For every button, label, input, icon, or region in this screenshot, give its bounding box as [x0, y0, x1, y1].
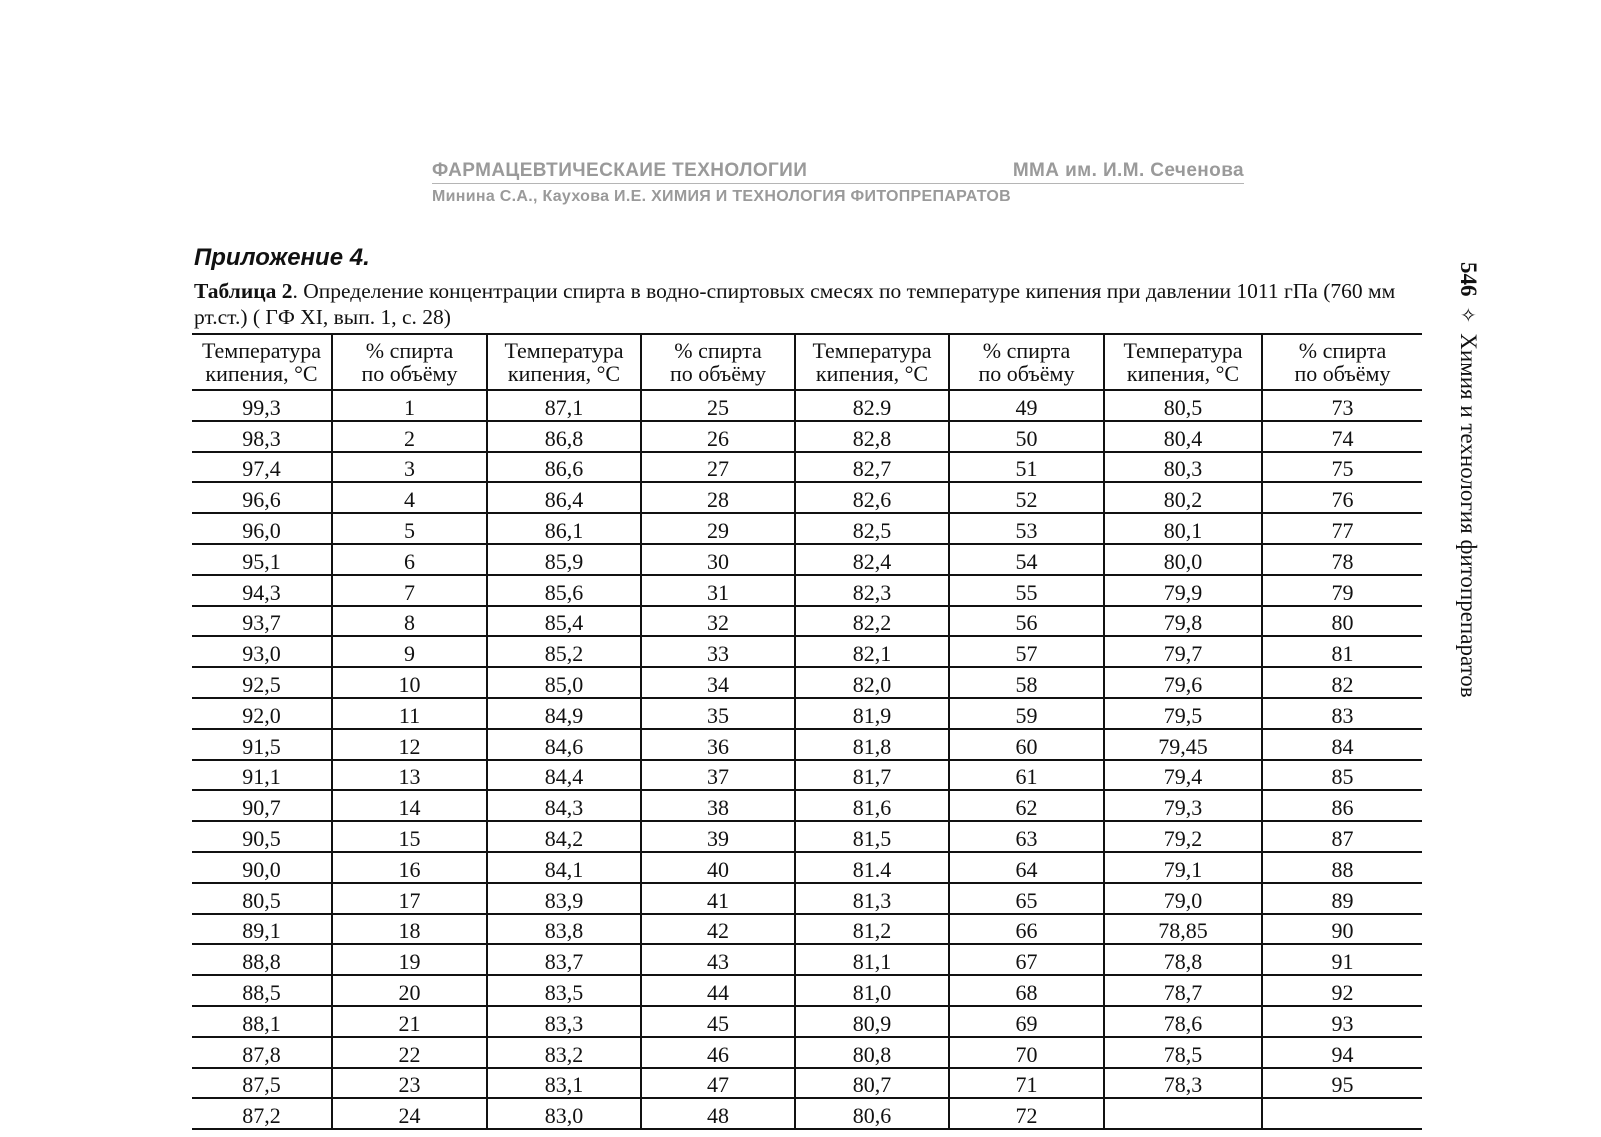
table-caption-text: . Определение концентрации спирта в водно-спиртовых смесях по температуре кипения при давлении 1011 гПа (760 мм рт.ст.) ( ГФ XI, вып. 1, с. 28) — [194, 279, 1396, 329]
table-row — [192, 667, 1422, 698]
cell-temperature: 78,7 — [1104, 975, 1262, 1006]
cell-alcohol-percent: 64 — [949, 852, 1104, 883]
cell-temperature: 80,4 — [1104, 421, 1262, 452]
cell-temperature: 91,5 — [192, 729, 332, 760]
table-row — [192, 944, 1422, 975]
cell-temperature: 79,9 — [1104, 575, 1262, 606]
cell-temperature: 79,2 — [1104, 821, 1262, 852]
column-header-line: % спирта — [674, 338, 762, 363]
cell-temperature: 84,4 — [487, 760, 641, 791]
table-caption-label: Таблица 2 — [194, 279, 293, 303]
cell-alcohol-percent: 87 — [1262, 821, 1422, 852]
cell-temperature: 80,2 — [1104, 482, 1262, 513]
column-header-line: по объёму — [1294, 361, 1391, 386]
cell-temperature: 78,3 — [1104, 1068, 1262, 1099]
cell-temperature: 83,8 — [487, 914, 641, 945]
cell-alcohol-percent: 53 — [949, 513, 1104, 544]
cell-temperature: 82,0 — [795, 667, 949, 698]
table-row — [192, 821, 1422, 852]
cell-temperature: 87,8 — [192, 1037, 332, 1068]
table-caption — [194, 278, 1424, 330]
cell-temperature: 86,6 — [487, 452, 641, 483]
cell-temperature: 98,3 — [192, 421, 332, 452]
cell-alcohol-percent: 91 — [1262, 944, 1422, 975]
cell-alcohol-percent: 22 — [332, 1037, 487, 1068]
cell-alcohol-percent: 2 — [332, 421, 487, 452]
cell-alcohol-percent: 68 — [949, 975, 1104, 1006]
cell-temperature: 89,1 — [192, 914, 332, 945]
cell-temperature: 81,1 — [795, 944, 949, 975]
column-header-alcohol-percent — [641, 334, 795, 390]
column-header-line: % спирта — [365, 338, 454, 363]
cell-temperature: 94,3 — [192, 575, 332, 606]
cell-alcohol-percent: 36 — [641, 729, 795, 760]
cell-temperature: 80,1 — [1104, 513, 1262, 544]
cell-alcohol-percent: 61 — [949, 760, 1104, 791]
table-row — [192, 729, 1422, 760]
column-header-line: кипения, °С — [1126, 361, 1240, 386]
cell-alcohol-percent: 29 — [641, 513, 795, 544]
cell-temperature: 80,0 — [1104, 544, 1262, 575]
cell-alcohol-percent: 32 — [641, 606, 795, 637]
cell-temperature: 82,2 — [795, 606, 949, 637]
cell-temperature: 79,45 — [1104, 729, 1262, 760]
column-header-line: % спирта — [1298, 338, 1387, 363]
boiling-point-table — [192, 333, 1422, 1130]
separator-icon: ✧ — [1456, 306, 1480, 324]
cell-temperature: 81,5 — [795, 821, 949, 852]
cell-temperature: 82,5 — [795, 513, 949, 544]
cell-temperature: 79,6 — [1104, 667, 1262, 698]
side-running-title — [1456, 262, 1480, 698]
cell-alcohol-percent: 59 — [949, 698, 1104, 729]
cell-alcohol-percent: 67 — [949, 944, 1104, 975]
cell-alcohol-percent — [1262, 1098, 1422, 1129]
cell-alcohol-percent: 11 — [332, 698, 487, 729]
cell-alcohol-percent: 17 — [332, 883, 487, 914]
cell-temperature: 85,4 — [487, 606, 641, 637]
cell-alcohol-percent: 52 — [949, 482, 1104, 513]
cell-alcohol-percent: 55 — [949, 575, 1104, 606]
cell-alcohol-percent: 73 — [1262, 390, 1422, 421]
cell-alcohol-percent: 60 — [949, 729, 1104, 760]
cell-alcohol-percent: 35 — [641, 698, 795, 729]
cell-alcohol-percent: 85 — [1262, 760, 1422, 791]
cell-alcohol-percent: 72 — [949, 1098, 1104, 1129]
cell-temperature: 88,5 — [192, 975, 332, 1006]
table-row — [192, 975, 1422, 1006]
cell-temperature: 79,7 — [1104, 636, 1262, 667]
column-header-alcohol-percent — [332, 334, 487, 390]
cell-alcohol-percent: 82 — [1262, 667, 1422, 698]
cell-alcohol-percent: 3 — [332, 452, 487, 483]
cell-alcohol-percent: 12 — [332, 729, 487, 760]
cell-temperature: 84,6 — [487, 729, 641, 760]
cell-temperature: 79,8 — [1104, 606, 1262, 637]
column-header-line: % спирта — [982, 338, 1071, 363]
cell-temperature: 80,7 — [795, 1068, 949, 1099]
cell-temperature: 81,7 — [795, 760, 949, 791]
cell-alcohol-percent: 77 — [1262, 513, 1422, 544]
cell-alcohol-percent: 48 — [641, 1098, 795, 1129]
cell-alcohol-percent: 38 — [641, 790, 795, 821]
cell-temperature: 79,1 — [1104, 852, 1262, 883]
column-header-line: Температура — [1123, 338, 1243, 363]
cell-temperature: 84,1 — [487, 852, 641, 883]
cell-alcohol-percent: 71 — [949, 1068, 1104, 1099]
cell-alcohol-percent: 62 — [949, 790, 1104, 821]
cell-alcohol-percent: 78 — [1262, 544, 1422, 575]
cell-temperature: 79,5 — [1104, 698, 1262, 729]
cell-alcohol-percent: 9 — [332, 636, 487, 667]
cell-alcohol-percent: 83 — [1262, 698, 1422, 729]
cell-temperature: 80,5 — [192, 883, 332, 914]
cell-temperature: 80,5 — [1104, 390, 1262, 421]
cell-alcohol-percent: 23 — [332, 1068, 487, 1099]
cell-alcohol-percent: 70 — [949, 1037, 1104, 1068]
cell-temperature: 82,8 — [795, 421, 949, 452]
cell-alcohol-percent: 84 — [1262, 729, 1422, 760]
cell-temperature: 87,5 — [192, 1068, 332, 1099]
cell-alcohol-percent: 65 — [949, 883, 1104, 914]
cell-temperature: 86,1 — [487, 513, 641, 544]
cell-alcohol-percent: 34 — [641, 667, 795, 698]
column-header-line: Температура — [812, 338, 932, 363]
cell-alcohol-percent: 39 — [641, 821, 795, 852]
cell-alcohol-percent: 16 — [332, 852, 487, 883]
table-row — [192, 575, 1422, 606]
cell-alcohol-percent: 18 — [332, 914, 487, 945]
table-row — [192, 482, 1422, 513]
cell-alcohol-percent: 41 — [641, 883, 795, 914]
table-row — [192, 1098, 1422, 1129]
running-header-top-line — [432, 160, 1244, 184]
appendix-title: Приложение 4. — [194, 244, 370, 271]
table-row — [192, 790, 1422, 821]
cell-temperature: 82,4 — [795, 544, 949, 575]
cell-alcohol-percent: 4 — [332, 482, 487, 513]
column-header-alcohol-percent — [949, 334, 1104, 390]
cell-alcohol-percent: 44 — [641, 975, 795, 1006]
cell-alcohol-percent: 8 — [332, 606, 487, 637]
cell-temperature: 95,1 — [192, 544, 332, 575]
column-header-line: Температура — [201, 338, 322, 363]
cell-alcohol-percent: 28 — [641, 482, 795, 513]
cell-alcohol-percent: 89 — [1262, 883, 1422, 914]
table-row — [192, 513, 1422, 544]
cell-alcohol-percent: 13 — [332, 760, 487, 791]
cell-alcohol-percent: 69 — [949, 1006, 1104, 1037]
cell-alcohol-percent: 94 — [1262, 1037, 1422, 1068]
table-body — [192, 390, 1422, 1129]
column-header-temperature — [192, 334, 332, 390]
cell-temperature: 83,2 — [487, 1037, 641, 1068]
cell-temperature: 96,0 — [192, 513, 332, 544]
cell-alcohol-percent: 27 — [641, 452, 795, 483]
cell-temperature: 82,1 — [795, 636, 949, 667]
cell-temperature: 81,3 — [795, 883, 949, 914]
cell-temperature: 96,6 — [192, 482, 332, 513]
table-header-row — [192, 334, 1422, 390]
table-row — [192, 698, 1422, 729]
column-header-line: кипения, °С — [815, 361, 929, 386]
cell-temperature: 87,1 — [487, 390, 641, 421]
cell-temperature: 82,6 — [795, 482, 949, 513]
cell-temperature: 87,2 — [192, 1098, 332, 1129]
cell-temperature: 81,8 — [795, 729, 949, 760]
cell-temperature: 85,2 — [487, 636, 641, 667]
cell-temperature: 80,8 — [795, 1037, 949, 1068]
cell-temperature: 97,4 — [192, 452, 332, 483]
table-header — [192, 334, 1422, 390]
table-row — [192, 452, 1422, 483]
cell-temperature: 83,0 — [487, 1098, 641, 1129]
cell-temperature: 84,3 — [487, 790, 641, 821]
cell-alcohol-percent: 95 — [1262, 1068, 1422, 1099]
cell-alcohol-percent: 30 — [641, 544, 795, 575]
cell-alcohol-percent: 14 — [332, 790, 487, 821]
table-row — [192, 390, 1422, 421]
cell-alcohol-percent: 26 — [641, 421, 795, 452]
cell-temperature: 82,3 — [795, 575, 949, 606]
column-header-line: по объёму — [670, 361, 766, 386]
cell-alcohol-percent: 80 — [1262, 606, 1422, 637]
cell-alcohol-percent: 88 — [1262, 852, 1422, 883]
cell-temperature: 79,3 — [1104, 790, 1262, 821]
cell-temperature: 84,9 — [487, 698, 641, 729]
table-row — [192, 1068, 1422, 1099]
cell-temperature: 88,8 — [192, 944, 332, 975]
cell-alcohol-percent: 79 — [1262, 575, 1422, 606]
cell-alcohol-percent: 63 — [949, 821, 1104, 852]
table-row — [192, 1006, 1422, 1037]
cell-alcohol-percent: 25 — [641, 390, 795, 421]
column-header-line: Температура — [504, 338, 624, 363]
cell-alcohol-percent: 56 — [949, 606, 1104, 637]
cell-temperature: 85,0 — [487, 667, 641, 698]
table-row — [192, 883, 1422, 914]
table-row — [192, 852, 1422, 883]
cell-temperature: 91,1 — [192, 760, 332, 791]
table-row — [192, 914, 1422, 945]
cell-alcohol-percent: 58 — [949, 667, 1104, 698]
cell-alcohol-percent: 54 — [949, 544, 1104, 575]
cell-temperature: 81.4 — [795, 852, 949, 883]
cell-alcohol-percent: 49 — [949, 390, 1104, 421]
table-row — [192, 636, 1422, 667]
cell-temperature: 83,5 — [487, 975, 641, 1006]
cell-temperature: 80,9 — [795, 1006, 949, 1037]
running-header-series: ФАРМАЦЕВТИЧЕСКАИЕ ТЕХНОЛОГИИ — [432, 160, 808, 181]
column-header-temperature — [1104, 334, 1262, 390]
cell-alcohol-percent: 76 — [1262, 482, 1422, 513]
cell-temperature: 78,8 — [1104, 944, 1262, 975]
cell-alcohol-percent: 31 — [641, 575, 795, 606]
cell-alcohol-percent: 47 — [641, 1068, 795, 1099]
column-header-line: кипения, °С — [507, 361, 621, 386]
cell-temperature: 81,6 — [795, 790, 949, 821]
cell-temperature: 83,1 — [487, 1068, 641, 1099]
cell-alcohol-percent: 33 — [641, 636, 795, 667]
cell-temperature — [1104, 1098, 1262, 1129]
cell-alcohol-percent: 6 — [332, 544, 487, 575]
cell-alcohol-percent: 81 — [1262, 636, 1422, 667]
cell-temperature: 79,4 — [1104, 760, 1262, 791]
cell-alcohol-percent: 45 — [641, 1006, 795, 1037]
cell-alcohol-percent: 66 — [949, 914, 1104, 945]
cell-temperature: 90,0 — [192, 852, 332, 883]
column-header-line: по объёму — [978, 361, 1075, 386]
cell-alcohol-percent: 7 — [332, 575, 487, 606]
column-header-temperature — [487, 334, 641, 390]
cell-alcohol-percent: 50 — [949, 421, 1104, 452]
cell-temperature: 92,5 — [192, 667, 332, 698]
cell-temperature: 80,6 — [795, 1098, 949, 1129]
cell-temperature: 81,0 — [795, 975, 949, 1006]
cell-alcohol-percent: 37 — [641, 760, 795, 791]
cell-temperature: 88,1 — [192, 1006, 332, 1037]
column-header-alcohol-percent — [1262, 334, 1422, 390]
column-header-temperature — [795, 334, 949, 390]
cell-temperature: 83,3 — [487, 1006, 641, 1037]
cell-alcohol-percent: 51 — [949, 452, 1104, 483]
cell-alcohol-percent: 46 — [641, 1037, 795, 1068]
table-row — [192, 760, 1422, 791]
page-number: 546 — [1456, 262, 1481, 297]
cell-temperature: 90,5 — [192, 821, 332, 852]
cell-alcohol-percent: 24 — [332, 1098, 487, 1129]
cell-alcohol-percent: 15 — [332, 821, 487, 852]
running-header — [432, 160, 1244, 206]
cell-temperature: 85,9 — [487, 544, 641, 575]
cell-alcohol-percent: 74 — [1262, 421, 1422, 452]
cell-alcohol-percent: 42 — [641, 914, 795, 945]
cell-temperature: 85,6 — [487, 575, 641, 606]
cell-temperature: 83,9 — [487, 883, 641, 914]
table-row — [192, 544, 1422, 575]
cell-alcohol-percent: 10 — [332, 667, 487, 698]
cell-temperature: 78,6 — [1104, 1006, 1262, 1037]
cell-temperature: 83,7 — [487, 944, 641, 975]
cell-temperature: 92,0 — [192, 698, 332, 729]
cell-alcohol-percent: 92 — [1262, 975, 1422, 1006]
cell-alcohol-percent: 19 — [332, 944, 487, 975]
cell-temperature: 84,2 — [487, 821, 641, 852]
cell-temperature: 81,9 — [795, 698, 949, 729]
cell-temperature: 93,0 — [192, 636, 332, 667]
cell-temperature: 80,3 — [1104, 452, 1262, 483]
table-row — [192, 606, 1422, 637]
column-header-line: по объёму — [361, 361, 458, 386]
cell-alcohol-percent: 40 — [641, 852, 795, 883]
side-book-title: Химия и технология фитопрепаратов — [1456, 333, 1481, 698]
running-header-publisher: ММА им. И.М. Сеченова — [1012, 160, 1244, 181]
table-row — [192, 1037, 1422, 1068]
cell-temperature: 82,7 — [795, 452, 949, 483]
cell-temperature: 93,7 — [192, 606, 332, 637]
cell-alcohol-percent: 43 — [641, 944, 795, 975]
cell-temperature: 86,8 — [487, 421, 641, 452]
cell-alcohol-percent: 90 — [1262, 914, 1422, 945]
cell-temperature: 78,85 — [1104, 914, 1262, 945]
cell-temperature: 86,4 — [487, 482, 641, 513]
cell-alcohol-percent: 1 — [332, 390, 487, 421]
cell-temperature: 82.9 — [795, 390, 949, 421]
cell-temperature: 81,2 — [795, 914, 949, 945]
cell-temperature: 79,0 — [1104, 883, 1262, 914]
running-header-book: Минина С.А., Каухова И.Е. ХИМИЯ И ТЕХНОЛОГИЯ ФИТОПРЕПАРАТОВ — [432, 188, 1012, 205]
table-row — [192, 421, 1422, 452]
cell-temperature: 90,7 — [192, 790, 332, 821]
cell-alcohol-percent: 5 — [332, 513, 487, 544]
cell-alcohol-percent: 57 — [949, 636, 1104, 667]
cell-alcohol-percent: 75 — [1262, 452, 1422, 483]
cell-temperature: 99,3 — [192, 390, 332, 421]
cell-alcohol-percent: 21 — [332, 1006, 487, 1037]
cell-alcohol-percent: 20 — [332, 975, 487, 1006]
cell-alcohol-percent: 93 — [1262, 1006, 1422, 1037]
cell-alcohol-percent: 86 — [1262, 790, 1422, 821]
cell-temperature: 78,5 — [1104, 1037, 1262, 1068]
column-header-line: кипения, °С — [205, 361, 318, 386]
